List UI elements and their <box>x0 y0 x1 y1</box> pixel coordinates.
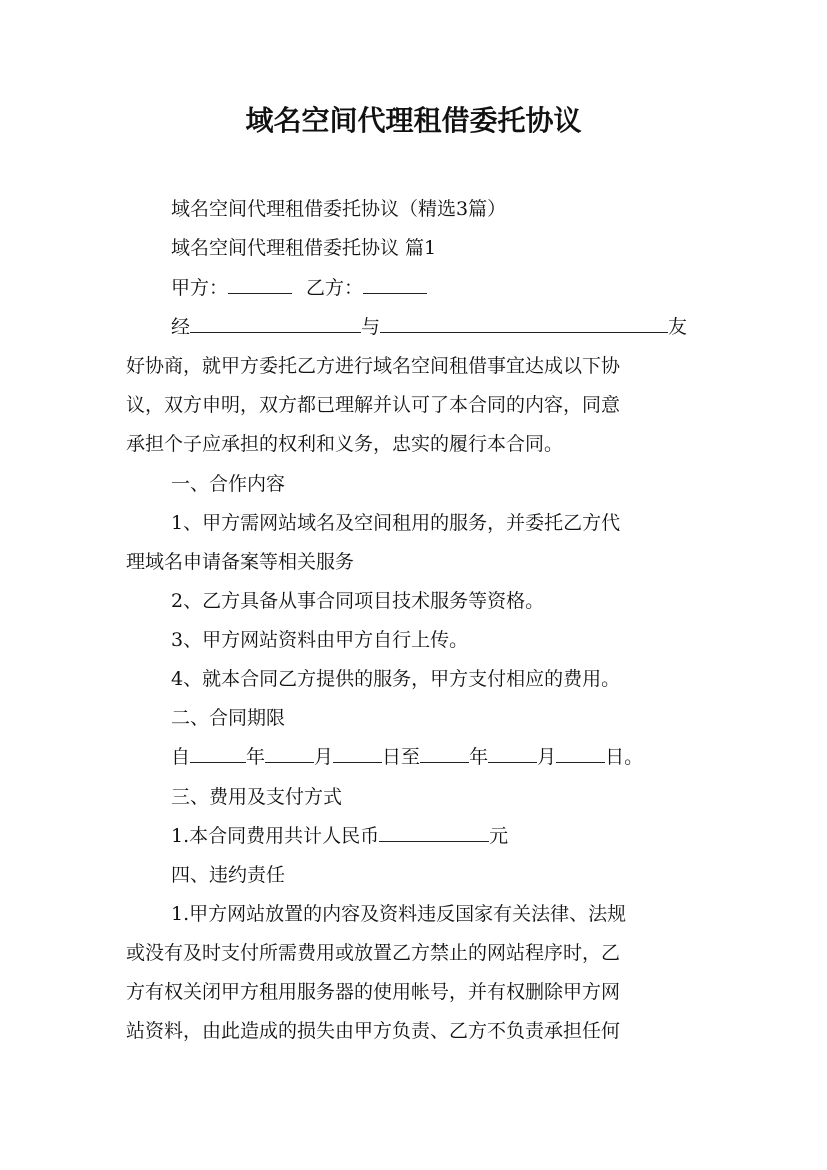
parties-line <box>126 269 711 308</box>
friend-label: 友 <box>668 316 688 338</box>
body-line: 好协商，就甲方委托乙方进行域名空间租借事宜达成以下协 <box>126 355 621 377</box>
clause-line: 3、甲方网站资料由甲方自行上传。 <box>171 629 469 651</box>
part-heading: 域名空间代理租借委托协议 篇1 <box>171 237 437 259</box>
party-a-label: 甲方： <box>171 277 229 299</box>
clause-line: 或没有及时支付所需费用或放置乙方禁止的网站程序时，乙 <box>126 942 621 964</box>
section-heading: 四、违约责任 <box>171 864 286 886</box>
party-b-label: 乙方： <box>306 277 364 299</box>
clause-line: 1、甲方需网站域名及空间租用的服务，并委托乙方代 <box>171 512 621 534</box>
via-line <box>126 308 711 347</box>
yuan-label: 元 <box>489 825 509 847</box>
clause-line: 站资料，由此造成的损失由甲方负责、乙方不负责承担任何 <box>126 1020 621 1042</box>
year2-label: 年 <box>469 746 489 768</box>
clause-line: 理域名申请备案等相关服务 <box>126 551 355 573</box>
section-heading: 二、合同期限 <box>171 707 286 729</box>
fee-label: 1.本合同费用共计人民币 <box>171 825 380 847</box>
clause-line: 1.甲方网站放置的内容及资料违反国家有关法律、法规 <box>171 903 627 925</box>
date-blank <box>556 740 605 763</box>
via-blank <box>190 310 361 333</box>
date-blank <box>333 740 382 763</box>
date-blank <box>190 740 246 763</box>
date-blank <box>420 740 469 763</box>
fee-blank <box>379 819 489 842</box>
day-end-label: 日。 <box>605 746 644 768</box>
and-label: 与 <box>361 316 381 338</box>
date-blank <box>265 740 314 763</box>
party-a-blank <box>228 271 292 294</box>
section-heading: 三、费用及支付方式 <box>171 786 343 808</box>
from-label: 自 <box>171 746 191 768</box>
term-line <box>126 738 711 777</box>
body-line: 议，双方申明，双方都已理解并认可了本合同的内容，同意 <box>126 394 621 416</box>
section-heading: 一、合作内容 <box>171 473 286 495</box>
document-title: 域名空间代理租借委托协议 <box>245 104 582 137</box>
year-label: 年 <box>246 746 266 768</box>
clause-line: 4、就本合同乙方提供的服务，甲方支付相应的费用。 <box>171 668 621 690</box>
clause-line: 方有权关闭甲方租用服务器的使用帐号，并有权删除甲方网 <box>126 981 621 1003</box>
date-blank <box>488 740 537 763</box>
month2-label: 月 <box>537 746 557 768</box>
intro-line: 域名空间代理租借委托协议（精选3篇） <box>171 198 507 220</box>
fee-line <box>126 817 711 856</box>
and-blank <box>380 310 668 333</box>
party-b-blank <box>363 271 427 294</box>
via-label: 经 <box>171 316 191 338</box>
clause-line: 2、乙方具备从事合同项目技术服务等资格。 <box>171 590 545 612</box>
day-to-label: 日至 <box>382 746 421 768</box>
month-label: 月 <box>314 746 334 768</box>
body-line: 承担个子应承担的权利和义务，忠实的履行本合同。 <box>126 433 564 455</box>
